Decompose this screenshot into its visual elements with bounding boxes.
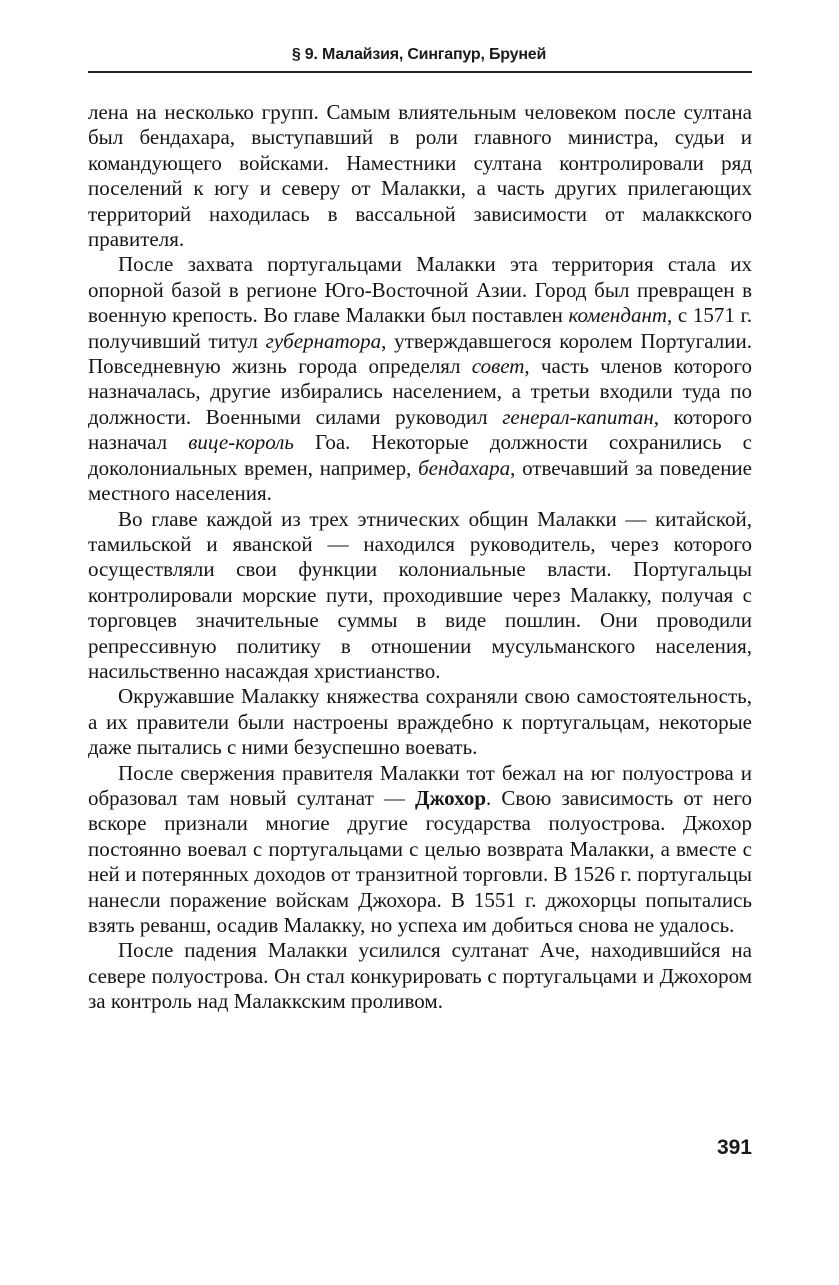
text-segment: Гоа. Некоторые должности сохранились с доколониальных времен, например, [88,430,753,480]
running-head: § 9. Малайзия, Сингапур, Бруней [291,46,547,63]
text-segment: , часть членов которого назначалась, другие избирались населением, а третьи входили туда по должности. Военными силами руководил [88,354,752,429]
paragraph-4 [88,684,752,760]
paragraph-2 [88,252,752,506]
body-text [88,100,752,1015]
text-segment: . Свою зависимость от него вскоре признали многие другие государства полуострова. Джохор постоянно воевал с португальцами с целью возврата Малакки, а вместе с ней и потерянных доходов от транзитной торговли. В 1526 г. португальцы нанесли поражение войскам Джохора. В 1551 г. джохорцы попытались взять реванш, осадив Малакку, но успеха им добиться снова не удалось. [88,785,753,937]
paragraph-3 [88,507,752,685]
paragraph-5 [88,761,752,939]
text-segment: Во главе каждой из трех этнических общин Малакки — китайской, тамильской и яванской — находился руководитель, через которого осуществляли свои функции колониальные власти. Португальцы контролировали морские пути, проходившие через Малакку, получая с торговцев значительные суммы в виде пошлин. Они проводили репрессивную политику в отношении мусульманского населения, насильственно насаждая христианство. [88,506,752,683]
text-segment: Окружавшие Малакку княжества сохраняли свою самостоятельность, а их правители были настроены враждебно к португальцам, некоторые даже пытались с ними безуспешно воевать. [88,684,752,760]
term-sovet: совет [471,354,525,379]
text-segment: , утверждавшегося королем Португалии. Повседневную жизнь города определял [88,328,752,379]
text-segment: , с 1571 г. получивший титул [88,303,752,353]
term-general-kapitan: генерал-капитан [502,404,654,429]
header-rule [88,71,752,73]
page-number: 391 [716,1136,752,1159]
term-dzhohor: Джохор [415,785,487,810]
term-bendahara: бендахара [418,455,511,480]
text-segment: лена на несколько групп. Самым влиятельным человеком после султана был бендахара, выступавший в роли главного министра, судьи и командующего войсками. Наместники султана контролировали ряд поселений к югу и северу от Малакки, а часть других прилегающих территорий находилась в вассальной зависимости от малаккского правителя. [88,100,752,252]
paragraph-6 [88,938,752,1014]
text-segment: После падения Малакки усилился султанат Аче, находившийся на севере полуострова. Он стал конкурировать с португальцами и Джохором за контроль над Малаккским проливом. [88,938,752,1014]
term-komendant: комендант [568,303,668,328]
text-segment: После захвата португальцами Малакки эта территория стала их опорной базой в регионе Юго-Восточной Азии. Город был превращен в военную крепость. Во главе Малакки был поставлен [88,252,752,328]
term-vice-korol: вице-король [188,430,294,455]
term-gubernator: губернатора [265,328,382,353]
text-segment: После свержения правителя Малакки тот бежал на юг полуострова и образовал там новый султанат — [88,760,752,810]
text-segment: , которого назначал [88,404,752,455]
text-segment: , отвечавший за поведение местного населения. [88,455,752,506]
paragraph-1 [88,100,752,252]
